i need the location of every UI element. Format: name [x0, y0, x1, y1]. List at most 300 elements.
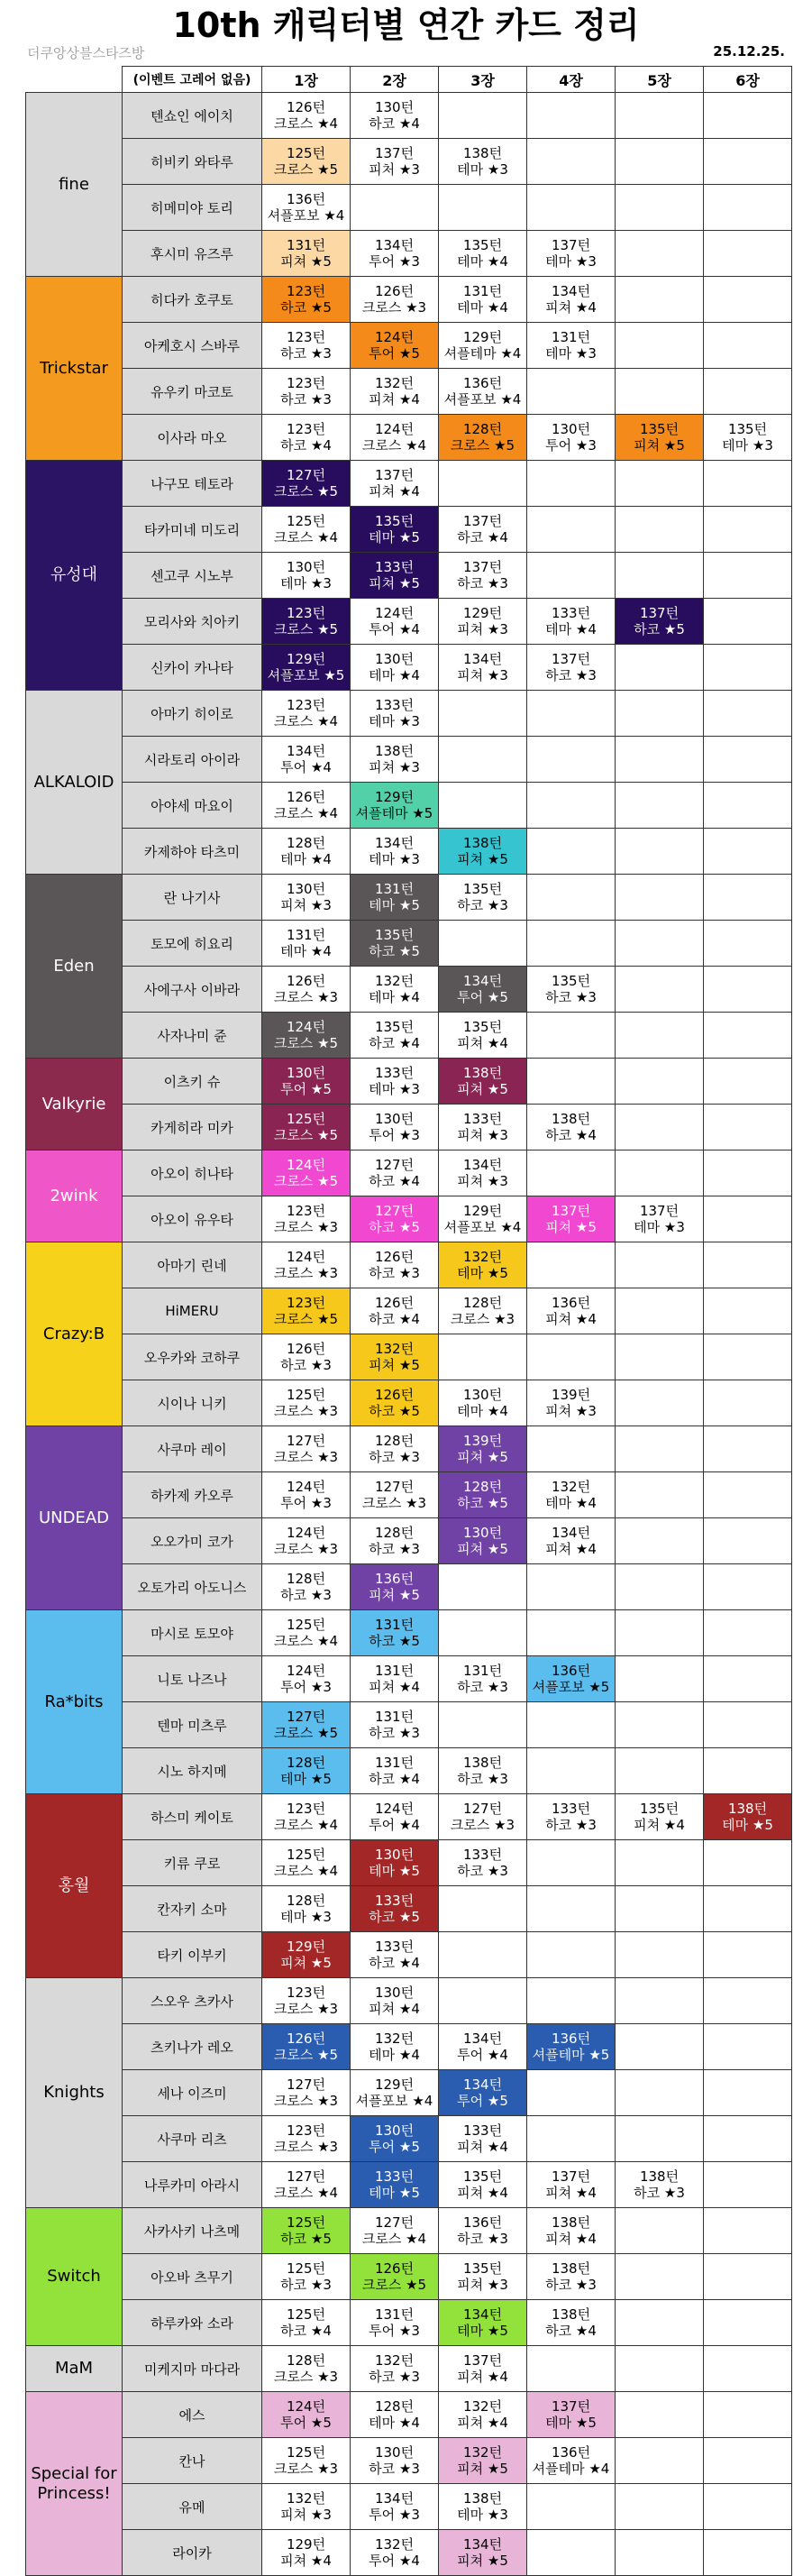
card-cell — [351, 1150, 439, 1196]
card-turn: 134턴 — [374, 237, 415, 253]
card-cell — [439, 2208, 527, 2254]
unit-name: 2wink — [26, 1150, 123, 1242]
card-type: 하코 ★3 — [457, 1771, 508, 1787]
card-cell — [262, 1196, 351, 1242]
card-cell — [439, 1472, 527, 1518]
card-turn: 125턴 — [286, 2260, 326, 2277]
card-cell — [262, 1426, 351, 1472]
card-turn: 134턴 — [374, 835, 415, 851]
table-row — [26, 1288, 792, 1334]
card-cell — [616, 2162, 704, 2208]
card-type: 셔플포보 ★4 — [443, 391, 522, 408]
character-name: 사카사키 나츠메 — [123, 2208, 262, 2254]
card-cell — [351, 2208, 439, 2254]
character-name: 키류 쿠로 — [123, 1840, 262, 1886]
card-cell — [262, 139, 351, 185]
card-cell — [439, 829, 527, 875]
card-cell — [351, 323, 439, 369]
card-cell — [527, 231, 616, 277]
card-cell — [351, 277, 439, 323]
card-type: 테마 ★3 — [545, 253, 597, 270]
card-cell — [439, 1932, 527, 1978]
card-cell — [351, 1748, 439, 1794]
card-turn: 124턴 — [374, 1801, 415, 1817]
unit-name: 홍월 — [26, 1794, 123, 1978]
card-cell — [351, 2438, 439, 2484]
card-turn: 134턴 — [551, 283, 591, 299]
card-turn: 125턴 — [286, 2214, 326, 2231]
card-cell — [351, 1013, 439, 1059]
card-cell — [704, 1656, 792, 1702]
card-turn: 138턴 — [551, 2214, 591, 2231]
card-cell — [351, 1656, 439, 1702]
card-cell — [704, 1610, 792, 1656]
card-type: 피쳐 ★4 — [369, 2001, 420, 2017]
card-type: 테마 ★3 — [722, 437, 773, 454]
card-turn: 137턴 — [551, 651, 591, 667]
card-turn: 127턴 — [374, 1157, 415, 1173]
card-cell — [439, 1150, 527, 1196]
card-cell — [704, 2162, 792, 2208]
card-type: 크로스 ★4 — [273, 2185, 339, 2201]
card-cell — [616, 875, 704, 921]
character-name: 센고쿠 시노부 — [123, 553, 262, 599]
card-cell — [262, 2392, 351, 2438]
card-turn: 132턴 — [374, 375, 415, 391]
card-cell — [439, 553, 527, 599]
character-name: 토모에 히요리 — [123, 921, 262, 967]
card-type: 피쳐 ★3 — [457, 2277, 508, 2293]
card-cell — [351, 2300, 439, 2346]
card-type: 테마 ★3 — [369, 1081, 420, 1097]
card-type: 피쳐 ★4 — [369, 483, 420, 500]
character-name: 란 나기사 — [123, 875, 262, 921]
card-cell — [616, 2438, 704, 2484]
card-turn: 134턴 — [462, 2031, 503, 2047]
character-name: 아오이 유우타 — [123, 1196, 262, 1242]
card-cell — [351, 553, 439, 599]
card-cell — [262, 1013, 351, 1059]
card-turn: 124턴 — [286, 1663, 326, 1679]
card-turn: 127턴 — [462, 1801, 503, 1817]
card-cell — [351, 1288, 439, 1334]
card-turn: 133턴 — [462, 1111, 503, 1127]
card-turn: 138턴 — [727, 1801, 768, 1817]
card-cell — [262, 1334, 351, 1380]
card-turn: 130턴 — [462, 1525, 503, 1541]
table-body — [26, 93, 792, 2576]
card-turn: 135턴 — [639, 421, 680, 437]
character-name: 아마기 린네 — [123, 1242, 262, 1288]
card-turn: 128턴 — [286, 835, 326, 851]
card-cell — [439, 1242, 527, 1288]
card-type: 피쳐 ★3 — [457, 1173, 508, 1189]
table-row — [26, 1150, 792, 1196]
card-cell — [527, 277, 616, 323]
card-cell — [527, 461, 616, 507]
card-cell — [527, 2024, 616, 2070]
card-cell — [616, 2116, 704, 2162]
card-cell — [351, 461, 439, 507]
card-cell — [616, 1472, 704, 1518]
card-turn: 132턴 — [374, 2352, 415, 2369]
card-turn: 125턴 — [286, 2444, 326, 2461]
card-type: 셔플테마 ★4 — [443, 345, 522, 362]
table-row — [26, 553, 792, 599]
table-row — [26, 691, 792, 737]
character-name: 타키 이부키 — [123, 1932, 262, 1978]
card-type: 피쳐 ★5 — [457, 2553, 508, 2569]
card-turn: 136턴 — [551, 2444, 591, 2461]
card-type: 투어 ★5 — [280, 2415, 332, 2431]
card-type: 피쳐 ★4 — [545, 1541, 597, 1557]
card-turn: 133턴 — [374, 697, 415, 713]
card-type: 셔플테마 ★4 — [532, 2461, 610, 2477]
card-cell — [704, 2530, 792, 2576]
card-type: 테마 ★3 — [457, 161, 508, 178]
card-turn: 123턴 — [286, 1203, 326, 1219]
card-cell — [704, 1150, 792, 1196]
card-cell — [704, 1334, 792, 1380]
card-cell — [351, 2530, 439, 2576]
card-cell — [704, 139, 792, 185]
card-turn: 135턴 — [374, 513, 415, 529]
card-type: 테마 ★4 — [369, 2047, 420, 2063]
card-cell — [527, 2346, 616, 2392]
character-name: 칸자키 소마 — [123, 1886, 262, 1932]
character-name: 나구모 테토라 — [123, 461, 262, 507]
card-cell — [351, 691, 439, 737]
card-type: 하코 ★4 — [369, 115, 420, 132]
card-type: 하코 ★5 — [369, 943, 420, 959]
card-turn: 125턴 — [286, 513, 326, 529]
card-type: 피쳐 ★4 — [457, 2415, 508, 2431]
card-type: 하코 ★5 — [280, 299, 332, 316]
card-type: 피쳐 ★4 — [545, 299, 597, 316]
card-cell — [704, 2392, 792, 2438]
card-cell — [439, 967, 527, 1013]
card-cell — [616, 93, 704, 139]
card-cell — [439, 1610, 527, 1656]
card-cell — [704, 599, 792, 645]
table-row — [26, 2254, 792, 2300]
card-turn: 134턴 — [462, 651, 503, 667]
card-cell — [439, 645, 527, 691]
character-name: 텐쇼인 에이치 — [123, 93, 262, 139]
card-type: 크로스 ★3 — [273, 2093, 339, 2109]
card-cell — [262, 2162, 351, 2208]
card-cell — [527, 875, 616, 921]
card-turn: 129턴 — [462, 329, 503, 345]
table-row — [26, 277, 792, 323]
card-cell — [439, 1978, 527, 2024]
table-row — [26, 2392, 792, 2438]
table-row — [26, 507, 792, 553]
card-turn: 127턴 — [286, 467, 326, 483]
character-name: HiMERU — [123, 1288, 262, 1334]
unit-name: Valkyrie — [26, 1059, 123, 1150]
card-type: 피쳐 ★4 — [369, 1679, 420, 1695]
card-type: 크로스 ★3 — [273, 2139, 339, 2155]
card-cell — [616, 1518, 704, 1564]
card-turn: 136턴 — [462, 375, 503, 391]
card-cell — [262, 1105, 351, 1150]
card-type: 테마 ★5 — [545, 2415, 597, 2431]
card-type: 테마 ★3 — [280, 1909, 332, 1925]
card-turn: 125턴 — [286, 2306, 326, 2323]
card-turn: 134턴 — [374, 2490, 415, 2507]
card-cell — [704, 1886, 792, 1932]
card-turn: 130턴 — [286, 881, 326, 897]
card-turn: 131턴 — [462, 283, 503, 299]
card-type: 투어 ★3 — [369, 1127, 420, 1143]
card-turn: 134턴 — [286, 743, 326, 759]
card-type: 하코 ★3 — [457, 1679, 508, 1695]
card-type: 투어 ★3 — [545, 437, 597, 454]
card-turn: 138턴 — [462, 1065, 503, 1081]
card-turn: 124턴 — [374, 329, 415, 345]
card-type: 피쳐 ★5 — [457, 1449, 508, 1465]
header-note: (이벤트 고레어 없음) — [123, 67, 262, 93]
card-type: 피쳐 ★5 — [457, 851, 508, 867]
card-type: 피쳐 ★3 — [457, 621, 508, 637]
card-turn: 131턴 — [374, 881, 415, 897]
character-name: 후시미 유즈루 — [123, 231, 262, 277]
card-cell — [527, 829, 616, 875]
card-cell — [616, 967, 704, 1013]
card-cell — [439, 185, 527, 231]
card-type: 하코 ★4 — [369, 1311, 420, 1327]
card-cell — [704, 461, 792, 507]
card-cell — [616, 829, 704, 875]
card-type: 테마 ★4 — [280, 943, 332, 959]
character-name: 아마기 히이로 — [123, 691, 262, 737]
card-turn: 128턴 — [374, 1433, 415, 1449]
card-cell — [527, 2392, 616, 2438]
card-cell — [262, 2300, 351, 2346]
card-type: 피쳐 ★3 — [457, 1127, 508, 1143]
card-turn: 124턴 — [286, 1249, 326, 1265]
card-turn: 127턴 — [286, 2076, 326, 2093]
card-turn: 132턴 — [551, 1479, 591, 1495]
card-turn: 135턴 — [374, 927, 415, 943]
card-type: 피쳐 ★4 — [634, 1817, 685, 1833]
card-turn: 135턴 — [462, 1019, 503, 1035]
character-name: 시이나 니키 — [123, 1380, 262, 1426]
card-turn: 138턴 — [462, 1755, 503, 1771]
table-row — [26, 783, 792, 829]
card-type: 하코 ★4 — [369, 1955, 420, 1971]
card-cell — [527, 2116, 616, 2162]
header-card-count: 4장 — [527, 67, 616, 93]
card-cell — [262, 2070, 351, 2116]
character-name: 텐마 미츠루 — [123, 1702, 262, 1748]
card-cell — [616, 2208, 704, 2254]
card-type: 하코 ★4 — [545, 2323, 597, 2339]
card-cell — [616, 1886, 704, 1932]
card-cell — [616, 2346, 704, 2392]
character-name: 아오이 히나타 — [123, 1150, 262, 1196]
header-card-count: 3장 — [439, 67, 527, 93]
card-cell — [351, 737, 439, 783]
table-row — [26, 1059, 792, 1105]
card-cell — [704, 369, 792, 415]
card-cell — [704, 829, 792, 875]
card-type: 하코 ★3 — [457, 1863, 508, 1879]
table-row — [26, 599, 792, 645]
card-type: 하코 ★3 — [545, 989, 597, 1005]
card-turn: 127턴 — [286, 1433, 326, 1449]
card-turn: 138턴 — [462, 145, 503, 161]
unit-name: Eden — [26, 875, 123, 1059]
card-type: 하코 ★4 — [280, 437, 332, 454]
header-row — [26, 67, 792, 93]
card-turn: 125턴 — [286, 1111, 326, 1127]
card-cell — [616, 1702, 704, 1748]
card-type: 셔플테마 ★5 — [355, 805, 433, 821]
unit-name: Crazy:B — [26, 1242, 123, 1426]
card-type: 크로스 ★5 — [273, 621, 339, 637]
card-cell — [262, 2438, 351, 2484]
card-turn: 138턴 — [639, 2168, 680, 2185]
card-turn: 139턴 — [551, 1387, 591, 1403]
card-turn: 129턴 — [374, 789, 415, 805]
card-turn: 132턴 — [374, 2031, 415, 2047]
card-type: 셔플포보 ★5 — [267, 667, 345, 683]
character-name: 마시로 토모야 — [123, 1610, 262, 1656]
card-turn: 130턴 — [374, 99, 415, 115]
card-turn: 127턴 — [286, 1709, 326, 1725]
card-cell — [262, 645, 351, 691]
table-row — [26, 93, 792, 139]
card-turn: 123턴 — [286, 1801, 326, 1817]
card-turn: 138턴 — [551, 1111, 591, 1127]
card-cell — [527, 93, 616, 139]
card-type: 테마 ★3 — [545, 345, 597, 362]
card-cell — [527, 185, 616, 231]
card-turn: 129턴 — [286, 651, 326, 667]
card-turn: 124턴 — [286, 1157, 326, 1173]
card-cell — [527, 1288, 616, 1334]
character-name: 미케지마 마다라 — [123, 2346, 262, 2392]
card-cell — [439, 1748, 527, 1794]
unit-name: MaM — [26, 2346, 123, 2392]
card-turn: 132턴 — [462, 2398, 503, 2415]
card-cell — [262, 1886, 351, 1932]
character-name: 히비키 와타루 — [123, 139, 262, 185]
card-cell — [616, 1426, 704, 1472]
card-cell — [527, 2484, 616, 2530]
card-type: 피쳐 ★5 — [369, 575, 420, 591]
character-name: 아오바 츠무기 — [123, 2254, 262, 2300]
header-card-count: 2장 — [351, 67, 439, 93]
card-type: 투어 ★4 — [457, 2047, 508, 2063]
card-type: 하코 ★3 — [369, 1265, 420, 1281]
card-turn: 130턴 — [286, 559, 326, 575]
unit-name: Switch — [26, 2208, 123, 2346]
card-cell — [616, 1288, 704, 1334]
card-turn: 123턴 — [286, 283, 326, 299]
card-cell — [616, 1978, 704, 2024]
card-type: 피쳐 ★3 — [457, 667, 508, 683]
card-turn: 136턴 — [374, 1571, 415, 1587]
card-type: 피쳐 ★5 — [369, 1357, 420, 1373]
card-type: 크로스 ★5 — [273, 1311, 339, 1327]
card-type: 피쳐 ★5 — [634, 437, 685, 454]
card-type: 하코 ★3 — [457, 575, 508, 591]
character-name: 세나 이즈미 — [123, 2070, 262, 2116]
card-cell — [351, 1334, 439, 1380]
header-blank — [26, 67, 123, 93]
card-cell — [704, 2484, 792, 2530]
card-cell — [351, 875, 439, 921]
card-type: 테마 ★4 — [369, 2415, 420, 2431]
table-row — [26, 2208, 792, 2254]
card-cell — [439, 2300, 527, 2346]
card-cell — [351, 369, 439, 415]
card-turn: 128턴 — [286, 1755, 326, 1771]
card-type: 하코 ★4 — [545, 1127, 597, 1143]
card-turn: 128턴 — [286, 1571, 326, 1587]
card-cell — [351, 599, 439, 645]
card-cell — [351, 1840, 439, 1886]
card-cell — [262, 1059, 351, 1105]
character-name: 사에구사 이바라 — [123, 967, 262, 1013]
card-type: 하코 ★5 — [369, 1909, 420, 1925]
card-cell — [616, 1059, 704, 1105]
card-type: 하코 ★4 — [457, 529, 508, 545]
card-type: 크로스 ★5 — [273, 1173, 339, 1189]
card-cell — [616, 1656, 704, 1702]
card-type: 테마 ★3 — [457, 2507, 508, 2523]
card-cell — [704, 645, 792, 691]
card-cell — [439, 1426, 527, 1472]
card-type: 하코 ★3 — [369, 2369, 420, 2385]
card-cell — [704, 1564, 792, 1610]
card-turn: 130턴 — [286, 1065, 326, 1081]
card-type: 셔플테마 ★5 — [532, 2047, 610, 2063]
card-cell — [527, 921, 616, 967]
card-turn: 126턴 — [286, 2031, 326, 2047]
card-cell — [262, 2116, 351, 2162]
card-type: 피쳐 ★4 — [457, 1035, 508, 1051]
table-row — [26, 1426, 792, 1472]
card-turn: 131턴 — [462, 1663, 503, 1679]
card-type: 투어 ★3 — [280, 1495, 332, 1511]
card-cell — [616, 323, 704, 369]
card-cell — [439, 1840, 527, 1886]
table-row — [26, 1334, 792, 1380]
card-turn: 132턴 — [374, 2536, 415, 2553]
card-type: 크로스 ★5 — [273, 161, 339, 178]
card-cell — [439, 323, 527, 369]
table-row — [26, 1840, 792, 1886]
character-name: 카제하야 타츠미 — [123, 829, 262, 875]
card-cell — [351, 2484, 439, 2530]
card-cell — [351, 2070, 439, 2116]
table-row — [26, 415, 792, 461]
card-type: 테마 ★4 — [545, 621, 597, 637]
card-turn: 133턴 — [551, 1801, 591, 1817]
character-name: 하카제 카오루 — [123, 1472, 262, 1518]
card-turn: 137턴 — [551, 2168, 591, 2185]
card-cell — [439, 2070, 527, 2116]
card-cell — [351, 645, 439, 691]
character-name: 아야세 마요이 — [123, 783, 262, 829]
card-cell — [439, 2346, 527, 2392]
table-row — [26, 1380, 792, 1426]
page-title: 10th 캐릭터별 연간 카드 정리 — [172, 5, 640, 45]
